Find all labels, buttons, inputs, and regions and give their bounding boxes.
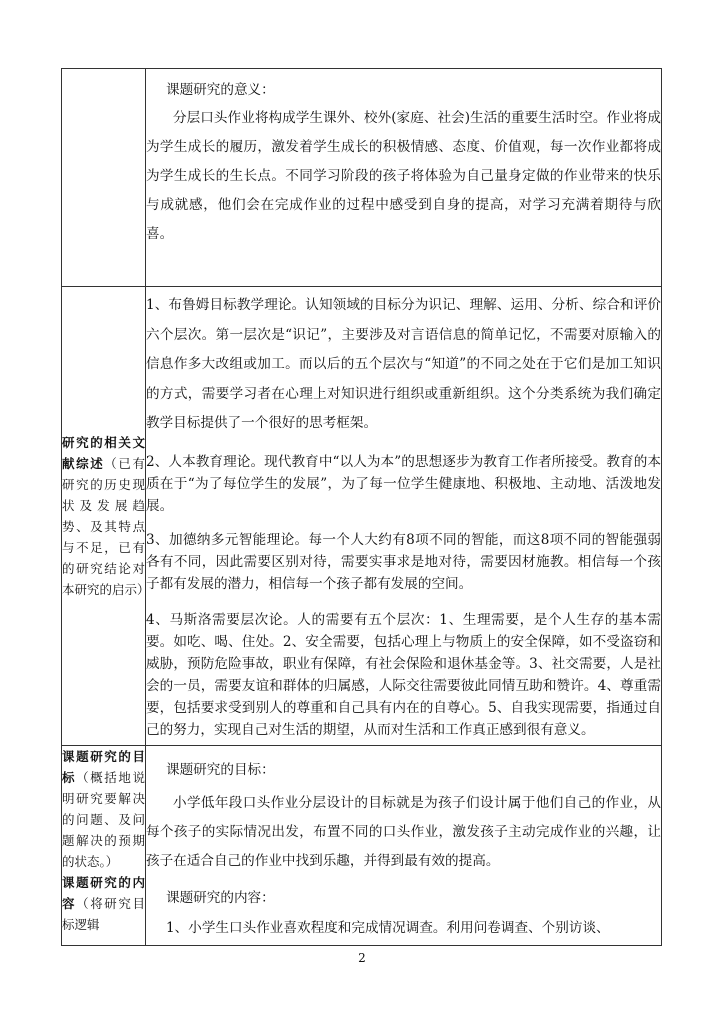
theory-paragraph-3: 3、加德纳多元智能理论。每一个人大约有8项不同的智能，而这8项不同的智能强弱各有不同，因此需要区别对待，需要实事求是地对待，需要因材施教。相信每一个孩子都有发展的潜力，相信每一个孩子都有发展的空间。 bbox=[146, 531, 661, 592]
literature-label-sub: （已有研究的历史现状及发展趋势、及其特点与不足，已有的研究结论对本研究的启示） bbox=[62, 456, 150, 597]
literature-label-main: 研究的相关文献综述 bbox=[62, 435, 145, 471]
row-goals-content bbox=[62, 746, 662, 946]
theory-paragraph-4: 4、马斯洛需要层次论。人的需要有五个层次：1、生理需要，是个人生存的基本需要。如吃、喝、住处。2、安全需要，包括心理上与物质上的安全保障，如不受盗窃和威胁，预防危险事故，职业有保障，有社会保险和退休基金等。3、社交需要，人是社会的一员，需要友谊和群体的归属感，人际交往需要彼此同情互助和赞许。4、尊重需要，包括要求受到别人的尊重和自己具有内在的自尊心。5、自我实现需要，指通过自己的努力，实现自己对生活的期望，从而对生活和工作真正感到很有意义。 bbox=[146, 611, 661, 738]
theory-paragraph-2: 2、人本教育理论。现代教育中“以人为本”的思想逐步为教育工作者所接受。教育的本质在于“为了每位学生的发展”，为了每一位学生健康地、积极地、主动地、活泼地发展。 bbox=[146, 453, 661, 514]
goals-label-cell bbox=[62, 746, 146, 946]
page-number: 2 bbox=[358, 951, 366, 965]
row-literature-review bbox=[62, 287, 662, 746]
label-cell-empty bbox=[62, 69, 146, 287]
significance-paragraph: 分层口头作业将构成学生课外、校外(家庭、社会)生活的重要生活时空。作业将成为学生成长的履历，激发着学生成长的积极情感、态度、价值观，每一次作业都将成为学生成长的生长点。不同学习阶段的孩子将体验为自己量身定做的作业带来的快乐与成就感，他们会在完成作业的过程中感受到自身的提高，对学习充满着期待与欣喜。 bbox=[146, 110, 661, 242]
theory-paragraph-1: 1、布鲁姆目标教学理论。认知领域的目标分为识记、理解、运用、分析、综合和评价六个层次。第一层次是“识记”，主要涉及对言语信息的简单记忆，不需要对原输入的信息作多大改组或加工。而以后的五个层次与“知道”的不同之处在于它们是加工知识的方式，需要学习者在心理上对知识进行组织或重新组织。这个分类系统为我们确定教学目标提供了一个很好的思考框架。 bbox=[146, 297, 661, 431]
content-heading: 课题研究的内容： bbox=[166, 890, 275, 906]
content-label-main: 课题研究的内容 bbox=[62, 875, 145, 911]
research-form-table bbox=[61, 68, 662, 946]
goals-label-main: 课题研究的目标 bbox=[62, 749, 145, 785]
section-heading: 课题研究的意义： bbox=[166, 82, 275, 98]
literature-label-cell bbox=[62, 287, 150, 746]
content-label-sub: （将研究目标逻辑 bbox=[62, 896, 145, 932]
significance-cell bbox=[146, 69, 662, 287]
goals-cell bbox=[146, 746, 662, 946]
goals-label-sub: （概括地说明研究要解决的问题、及问题解决的预期的状态。） bbox=[62, 770, 145, 869]
goals-heading: 课题研究的目标： bbox=[166, 762, 275, 778]
row-significance bbox=[62, 69, 662, 287]
goals-paragraph: 小学低年段口头作业分层设计的目标就是为孩子们设计属于他们自己的作业，从每个孩子的实际情况出发，布置不同的口头作业，激发孩子主动完成作业的兴趣，让孩子在适合自己的作业中找到乐趣，并得到最有效的提高。 bbox=[146, 795, 661, 869]
content-item-1: 1、小学生口头作业喜欢程度和完成情况调查。利用问卷调查、个别访谈、 bbox=[166, 920, 610, 936]
literature-cell bbox=[146, 287, 662, 746]
